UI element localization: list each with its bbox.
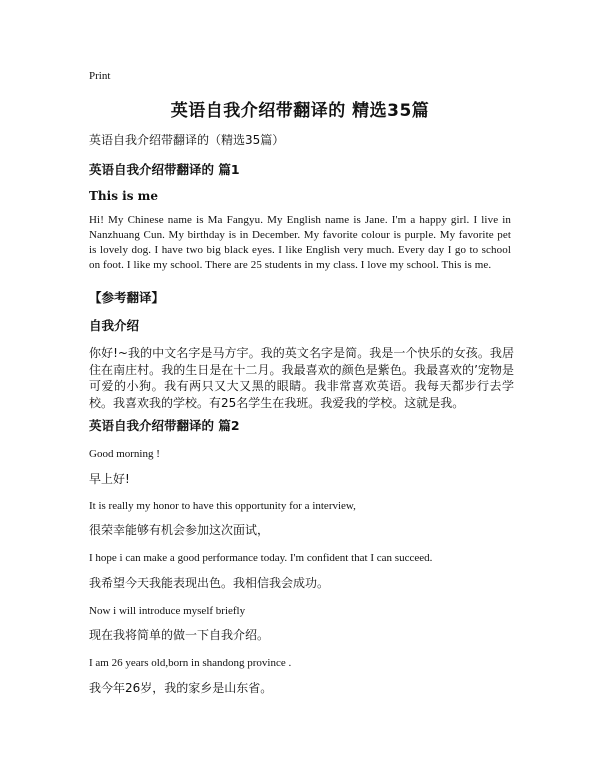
line-english-1: Good morning !	[89, 448, 160, 460]
translation-heading: 自我介绍	[89, 318, 140, 333]
line-english-2: It is really my honor to have this opportunity for a interview,	[89, 500, 356, 512]
line-english-4: Now i will introduce myself briefly	[89, 605, 246, 617]
line-chinese-2: 很荣幸能够有机会参加这次面试，	[89, 523, 270, 537]
section1-subheading: This is me	[89, 189, 158, 203]
line-chinese-5: 我今年26岁，我的家乡是山东省。	[89, 681, 273, 695]
line-chinese-4: 现在我将简单的做一下自我介绍。	[89, 628, 270, 642]
translation-paragraph: 你好!~我的中文名字是马方宇。我的英文名字是简。我是一个快乐的女孩。我居住在南庄村。我的生日是在十二月。我最喜欢的颜色是紫色。我最喜欢的’宠物是可爱的小狗。我有两只又大又黑的眼睛。我非常喜欢英语。我每天都步行去学校。我喜欢我的学校。有25名学生在我班。我爱我的学校。这就是我。	[89, 346, 514, 410]
section1-english-paragraph: Hi! My Chinese name is Ma Fangyu. My English name is Jane. I'm a happy girl. I live in Nanzhuang Cun. My birthday is in December. My favorite colour is purple. My favorite pet is lovely dog. I have two big black eyes. I like English very much. Every day I go to school on foot. I like my school. There are 25 students in my class. I love my school. This is me.	[89, 214, 511, 271]
section1-heading: 英语自我介绍带翻译的 篇1	[89, 162, 240, 177]
line-chinese-1: 早上好!	[89, 472, 130, 486]
line-chinese-3: 我希望今天我能表现出色。我相信我会成功。	[89, 576, 330, 590]
page-title: 英语自我介绍带翻译的 精选35篇	[170, 101, 430, 121]
line-english-5: I am 26 years old,born in shandong province .	[89, 657, 292, 669]
reference-translation-label: 【参考翻译】	[89, 290, 165, 305]
document-subtitle: 英语自我介绍带翻译的（精选35篇）	[89, 133, 285, 147]
section2-heading: 英语自我介绍带翻译的 篇2	[89, 418, 240, 433]
line-english-3: I hope i can make a good performance today. I'm confident that I can succeed.	[89, 552, 433, 564]
print-link[interactable]: Print	[89, 70, 111, 82]
